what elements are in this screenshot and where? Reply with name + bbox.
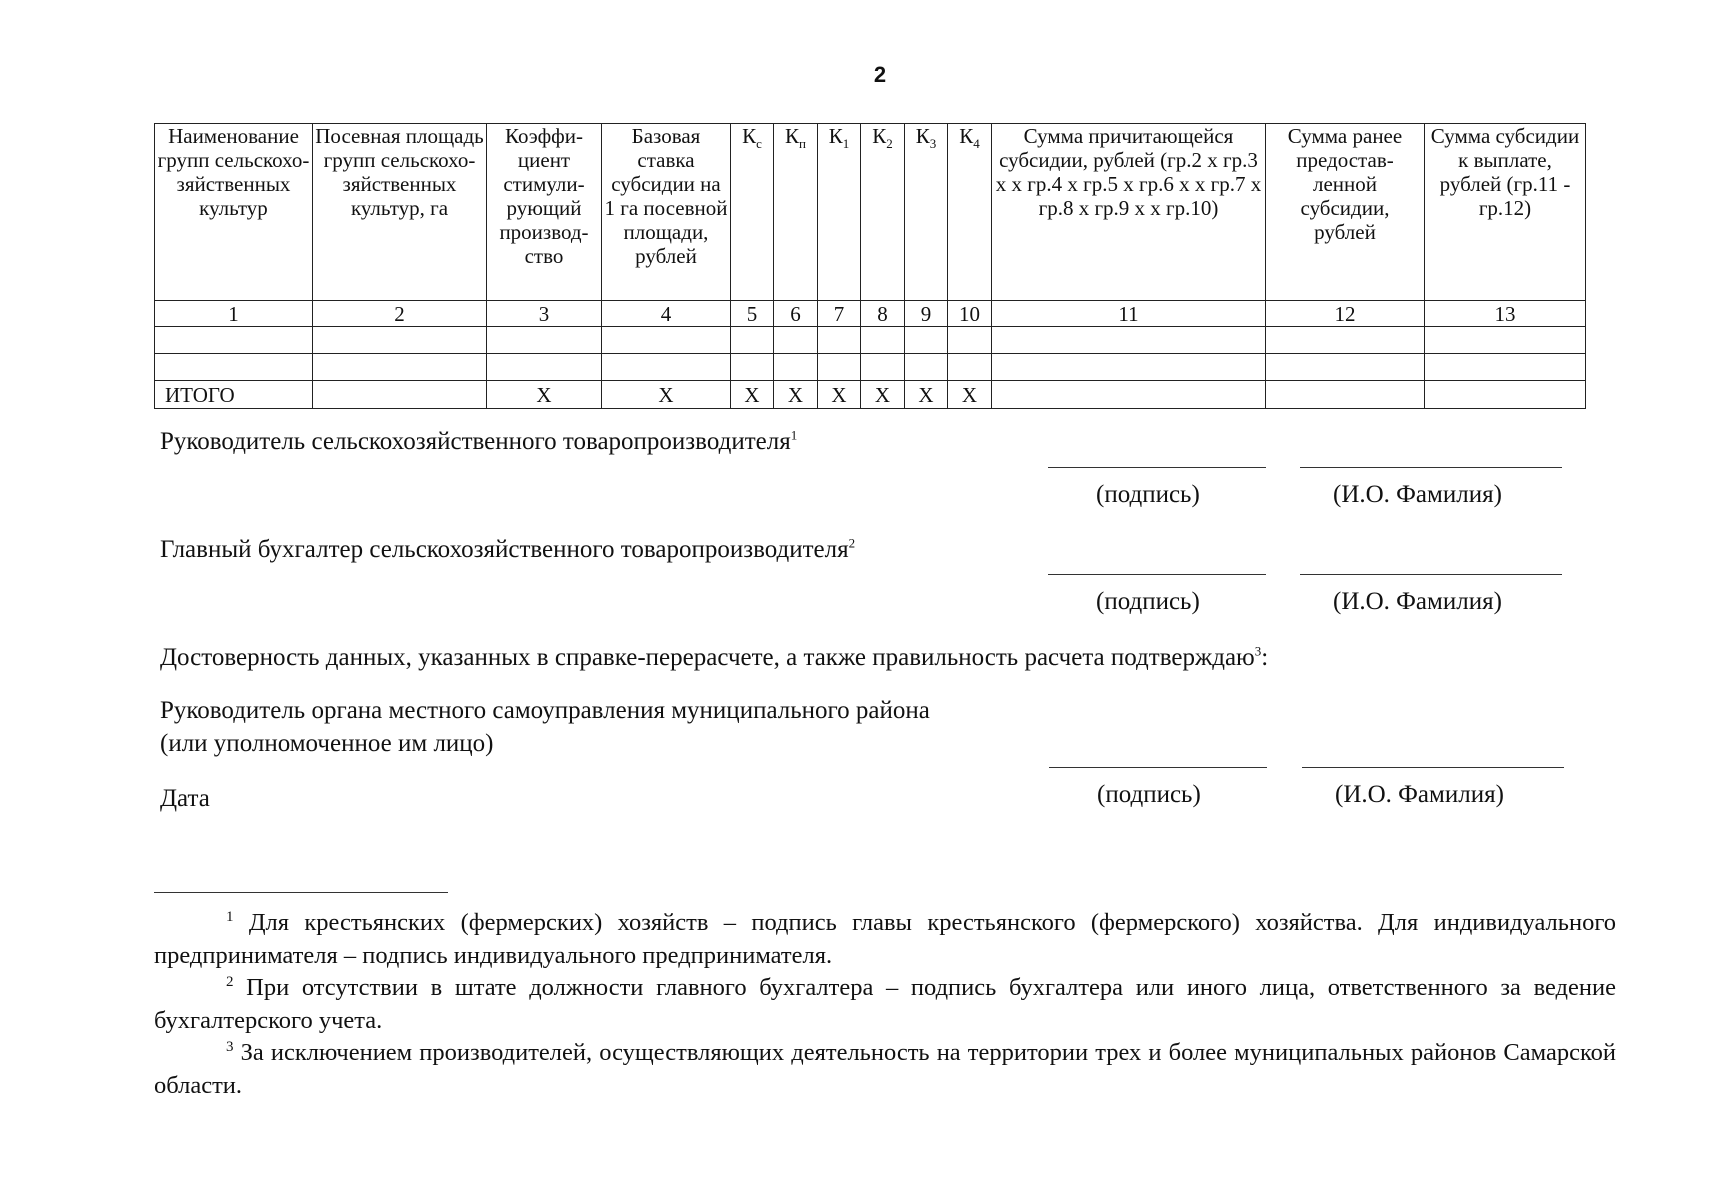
total-cell: Х [818, 381, 861, 409]
total-cell: Х [731, 381, 774, 409]
accountant-name-line[interactable] [1300, 574, 1562, 575]
column-number: 13 [1425, 301, 1586, 327]
head-signature-line[interactable] [1048, 467, 1266, 468]
table-cell[interactable] [487, 327, 602, 354]
confirmation-text: Достоверность данных, указанных в справке-перерасчете, а также правильность расчета подтверждаю$^3$: [160, 643, 1269, 671]
accountant-signature-label: Главный бухгалтер сельскохозяйственного товаропроизводителя$^2$ [160, 535, 856, 563]
total-row [155, 381, 1586, 409]
column-number: 4 [602, 301, 731, 327]
table-cell[interactable] [487, 354, 602, 381]
accountant-name-caption: (И.О. Фамилия) [1333, 588, 1502, 615]
accountant-signature-line[interactable] [1048, 574, 1266, 575]
header-k-p: $К_п$ [774, 124, 818, 301]
total-cell: Х [774, 381, 818, 409]
total-cell[interactable] [1266, 381, 1425, 409]
header-coefficient: Коэффи-циент стимули-рующий производ-ство [487, 124, 602, 301]
header-k1: $К_1$ [818, 124, 861, 301]
total-cell: Х [602, 381, 731, 409]
table-cell[interactable] [1266, 327, 1425, 354]
table-cell[interactable] [602, 354, 731, 381]
header-subsidy-payable: Сумма субсидии к выплате, рублей (гр.11 - гр.12) [1425, 124, 1586, 301]
table-cell[interactable] [1266, 354, 1425, 381]
column-number: 3 [487, 301, 602, 327]
header-base-rate: Базовая ставка субсидии на 1 га посевной площади, рублей [602, 124, 731, 301]
header-row [155, 124, 1586, 301]
header-crop-groups: Наименование групп сельскохо-зяйственных культур [155, 124, 313, 301]
total-cell: Х [487, 381, 602, 409]
column-number: 12 [1266, 301, 1425, 327]
footnote-2: $^2$ При отсутствии в штате должности главного бухгалтера – подпись бухгалтера или иного лица, ответственного за ведение бухгалтерского учета. [154, 973, 1616, 1034]
table-cell[interactable] [774, 354, 818, 381]
table-cell[interactable] [313, 354, 487, 381]
footnote-separator [154, 892, 448, 893]
subsidy-table [154, 123, 1586, 409]
table-cell[interactable] [155, 327, 313, 354]
table-cell[interactable] [313, 327, 487, 354]
header-k4: $К_4$ [948, 124, 992, 301]
column-number: 2 [313, 301, 487, 327]
table-cell[interactable] [905, 327, 948, 354]
municipal-signature-line[interactable] [1049, 767, 1267, 768]
empty-table-row [155, 327, 1586, 354]
header-k-c: $К_с$ [731, 124, 774, 301]
table-cell[interactable] [602, 327, 731, 354]
header-k3: $К_3$ [905, 124, 948, 301]
table-cell[interactable] [861, 354, 905, 381]
head-signature-caption: (подпись) [1096, 481, 1200, 508]
footnote-3: $^3$ За исключением производителей, осуществляющих деятельность на территории трех и более муниципальных районов Самарской области. [154, 1038, 1616, 1099]
head-signature-label: Руководитель сельскохозяйственного товаропроизводителя$^1$ [160, 427, 798, 455]
column-number: 5 [731, 301, 774, 327]
table-cell[interactable] [948, 354, 992, 381]
total-cell[interactable] [1425, 381, 1586, 409]
header-subsidy-due: Сумма причитающейся субсидии, рублей (гр.2 х гр.3 х х гр.4 х гр.5 х гр.6 х х гр.7 х гр.8 х гр.9 х х гр.10) [992, 124, 1266, 301]
table-cell[interactable] [1425, 354, 1586, 381]
footnote-1: $^1$ Для крестьянских (фермерских) хозяйств – подпись главы крестьянского (фермерского) хозяйства. Для индивидуального предпринимателя – подпись индивидуального предпринимателя. [154, 908, 1617, 969]
column-number: 1 [155, 301, 313, 327]
municipal-head-label-note: (или уполномоченное им лицо) [160, 730, 494, 757]
total-cell[interactable] [992, 381, 1266, 409]
total-cell: Х [861, 381, 905, 409]
column-number: 9 [905, 301, 948, 327]
table-cell[interactable] [818, 327, 861, 354]
total-cell[interactable] [313, 381, 487, 409]
header-k2: $К_2$ [861, 124, 905, 301]
header-previous-subsidy: Сумма ранее предостав-ленной субсидии, рублей [1266, 124, 1425, 301]
table-cell[interactable] [905, 354, 948, 381]
accountant-signature-caption: (подпись) [1096, 588, 1200, 615]
header-sown-area: Посевная площадь групп сельскохо-зяйственных культур, га [313, 124, 487, 301]
table-cell[interactable] [774, 327, 818, 354]
municipal-head-label: Руководитель органа местного самоуправления муниципального района [160, 697, 930, 724]
date-label: Дата [160, 785, 210, 812]
total-label: ИТОГО [155, 381, 313, 409]
column-number-row [155, 301, 1586, 327]
table-cell[interactable] [992, 354, 1266, 381]
table-cell[interactable] [155, 354, 313, 381]
municipal-name-line[interactable] [1302, 767, 1564, 768]
column-number: 8 [861, 301, 905, 327]
table-cell[interactable] [992, 327, 1266, 354]
municipal-name-caption: (И.О. Фамилия) [1335, 781, 1504, 808]
table-cell[interactable] [731, 354, 774, 381]
column-number: 7 [818, 301, 861, 327]
column-number: 6 [774, 301, 818, 327]
municipal-signature-caption: (подпись) [1097, 781, 1201, 808]
head-name-caption: (И.О. Фамилия) [1333, 481, 1502, 508]
table-cell[interactable] [948, 327, 992, 354]
column-number: 10 [948, 301, 992, 327]
total-cell: Х [948, 381, 992, 409]
table-cell[interactable] [731, 327, 774, 354]
table-cell[interactable] [1425, 327, 1586, 354]
total-cell: Х [905, 381, 948, 409]
table-cell[interactable] [861, 327, 905, 354]
empty-table-row [155, 354, 1586, 381]
column-number: 11 [992, 301, 1266, 327]
head-name-line[interactable] [1300, 467, 1562, 468]
table-cell[interactable] [818, 354, 861, 381]
page-number: 2 [873, 62, 887, 87]
